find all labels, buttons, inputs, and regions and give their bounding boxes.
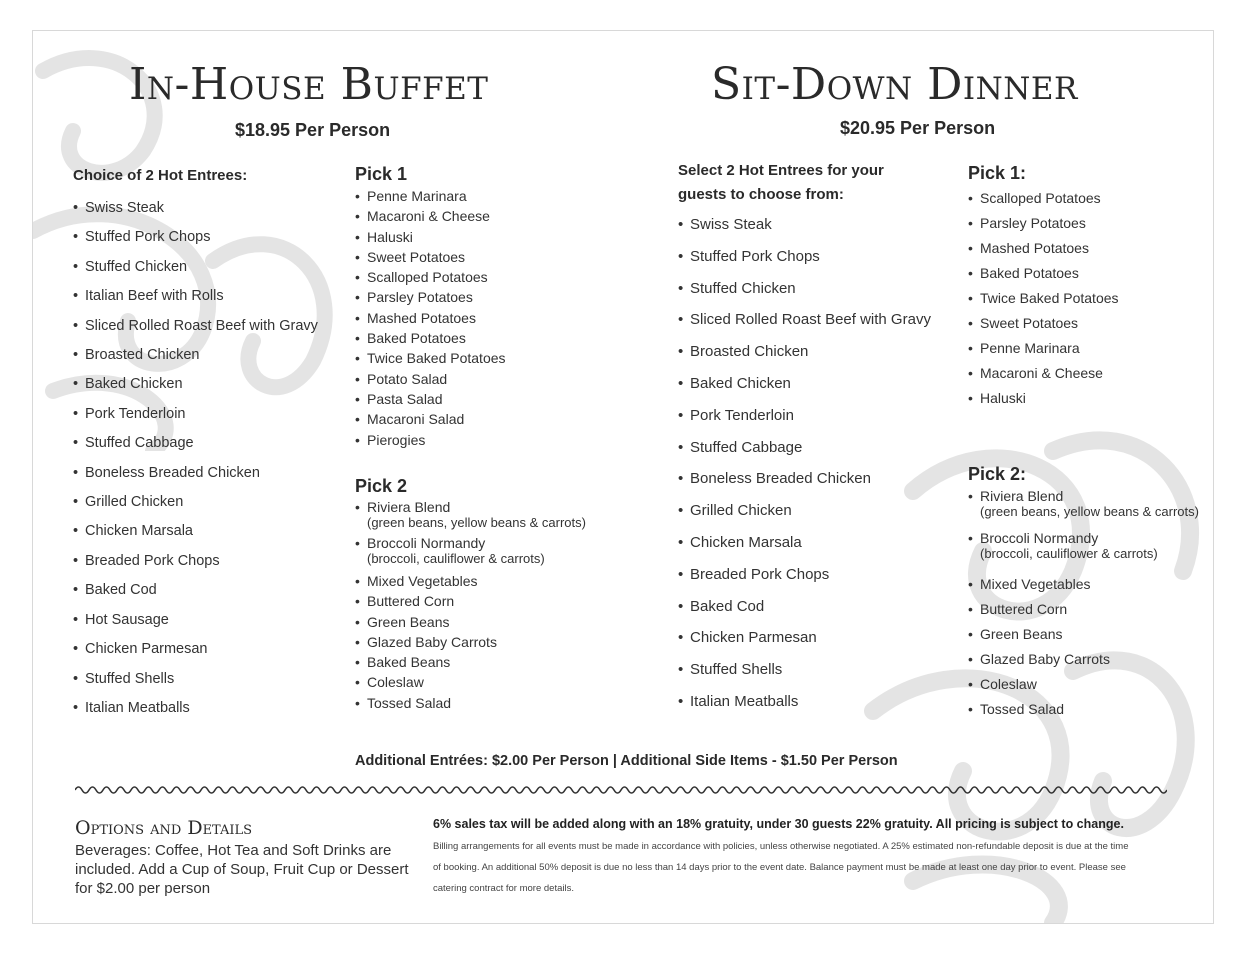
policy-text xyxy=(433,814,1133,899)
dinner-entree-item: • Swiss Steak xyxy=(678,209,931,241)
dinner-pick2-item-name: Mixed Vegetables xyxy=(980,576,1091,592)
dinner-pick2-item xyxy=(968,572,1199,597)
dinner-entree-item: • Sliced Rolled Roast Beef with Gravy xyxy=(678,304,931,336)
dinner-entree-item: • Chicken Marsala xyxy=(678,527,931,559)
buffet-entree-item: • Baked Cod xyxy=(73,576,318,605)
dinner-entree-item: • Boneless Breaded Chicken xyxy=(678,463,931,495)
buffet-pick2-item xyxy=(355,693,586,713)
wavy-divider xyxy=(75,783,1167,797)
buffet-entree-item: • Pork Tenderloin xyxy=(73,400,318,429)
buffet-pick1-item: • Macaroni Salad xyxy=(355,409,506,429)
dinner-entree-item: • Grilled Chicken xyxy=(678,495,931,527)
buffet-pick2-item-note: (green beans, yellow beans & carrots) xyxy=(367,515,586,530)
dinner-entree-item: • Stuffed Pork Chops xyxy=(678,241,931,273)
additional-pricing: Additional Entrées: $2.00 Per Person | Additional Side Items - $1.50 Per Person xyxy=(355,753,898,769)
buffet-pick1-list xyxy=(355,186,506,450)
buffet-pick1-item: • Penne Marinara xyxy=(355,186,506,206)
buffet-entrees-heading: Choice of 2 Hot Entrees: xyxy=(73,167,248,184)
dinner-pick1-item: • Mashed Potatoes xyxy=(968,236,1119,261)
dinner-pick1-item: • Haluski xyxy=(968,386,1119,411)
buffet-entree-item: • Stuffed Chicken xyxy=(73,253,318,282)
buffet-pick2-item-name: Green Beans xyxy=(367,613,450,630)
buffet-pick2-item xyxy=(355,535,586,567)
buffet-pick2-item-name: Buttered Corn xyxy=(367,593,455,610)
dinner-entree-item: • Broasted Chicken xyxy=(678,336,931,368)
dinner-entree-list xyxy=(678,209,931,718)
buffet-entree-item: • Sliced Rolled Roast Beef with Gravy xyxy=(73,312,318,341)
dinner-entrees-heading-line1: Select 2 Hot Entrees for your xyxy=(678,162,884,179)
dinner-pick2-item-name: Riviera Blend xyxy=(980,488,1064,504)
dinner-pick1-item: • Parsley Potatoes xyxy=(968,211,1119,236)
dinner-pick1-item: • Twice Baked Potatoes xyxy=(968,286,1119,311)
dinner-entree-item: • Chicken Parmesan xyxy=(678,622,931,654)
dinner-pick2-item-name: Green Beans xyxy=(980,626,1063,642)
buffet-pick1-item: • Haluski xyxy=(355,227,506,247)
buffet-pick2-item-name: Glazed Baby Carrots xyxy=(367,633,497,650)
buffet-entree-item: • Grilled Chicken xyxy=(73,488,318,517)
policy-bold-text: 6% sales tax will be added along with an 18% gratuity, under 30 guests 22% gratuity. All pricing is subject to change. xyxy=(433,817,1124,831)
buffet-entree-item: • Italian Meatballs xyxy=(73,694,318,723)
menu-page xyxy=(32,30,1214,924)
dinner-entrees-heading-line2: guests to choose from: xyxy=(678,186,844,203)
buffet-pick1-item: • Sweet Potatoes xyxy=(355,247,506,267)
buffet-pick1-item: • Scalloped Potatoes xyxy=(355,267,506,287)
dinner-pick2-item-name: Buttered Corn xyxy=(980,601,1068,617)
dinner-pick2-item xyxy=(968,672,1199,697)
buffet-pick2-item xyxy=(355,632,586,652)
dinner-pick2-item-name: Tossed Salad xyxy=(980,701,1065,717)
dinner-pick2-item-name: Broccoli Normandy xyxy=(980,530,1099,546)
buffet-pick2-item xyxy=(355,672,586,692)
dinner-pick2-list xyxy=(968,488,1199,722)
buffet-pick2-list xyxy=(355,499,586,713)
options-text: Beverages: Coffee, Hot Tea and Soft Drinks are included. Add a Cup of Soup, Fruit Cup or Dessert for $2.00 per person xyxy=(75,842,409,897)
buffet-pick1-item: • Pasta Salad xyxy=(355,389,506,409)
buffet-pick2-item xyxy=(355,571,586,591)
dinner-pick2-heading: Pick 2: xyxy=(968,464,1027,484)
buffet-entree-list xyxy=(73,194,318,723)
buffet-pick1-item: • Macaroni & Cheese xyxy=(355,206,506,226)
dinner-entree-item: • Breaded Pork Chops xyxy=(678,559,931,591)
buffet-entree-item: • Breaded Pork Chops xyxy=(73,547,318,576)
buffet-entree-item: • Italian Beef with Rolls xyxy=(73,282,318,311)
buffet-entree-item: • Hot Sausage xyxy=(73,606,318,635)
dinner-pick2-item-note: (green beans, yellow beans & carrots) xyxy=(980,504,1199,519)
dinner-price: $20.95 Per Person xyxy=(840,118,996,138)
buffet-entree-item: • Boneless Breaded Chicken xyxy=(73,459,318,488)
buffet-pick1-heading: Pick 1 xyxy=(355,164,408,184)
buffet-entree-item: • Stuffed Shells xyxy=(73,665,318,694)
dinner-pick1-item: • Scalloped Potatoes xyxy=(968,186,1119,211)
buffet-pick2-item-name: Broccoli Normandy xyxy=(367,535,486,551)
buffet-entree-item: • Chicken Parmesan xyxy=(73,635,318,664)
dinner-pick2-item-name: Coleslaw xyxy=(980,676,1037,692)
buffet-pick1-item: • Baked Potatoes xyxy=(355,328,506,348)
dinner-entree-item: • Stuffed Cabbage xyxy=(678,432,931,464)
dinner-entree-item: • Baked Chicken xyxy=(678,368,931,400)
dinner-pick2-item xyxy=(968,530,1199,562)
dinner-pick1-list xyxy=(968,186,1119,411)
buffet-entree-item: • Stuffed Pork Chops xyxy=(73,223,318,252)
policy-body-text: Billing arrangements for all events must be made in accordance with policies, unless otherwise negotiated. A 25% estimated non-refundable deposit is due at the time of booking. An additional 50% deposit is due no less than 14 days prior to the event date. Balance payment must be made at least one day prior to event. Please see catering contract for more details. xyxy=(433,841,1129,894)
dinner-title: Sit-Down Dinner xyxy=(711,59,1078,110)
buffet-pick1-item: • Twice Baked Potatoes xyxy=(355,348,506,368)
dinner-entree-item: • Italian Meatballs xyxy=(678,686,931,718)
buffet-entree-item: • Baked Chicken xyxy=(73,370,318,399)
dinner-pick2-item-name: Glazed Baby Carrots xyxy=(980,651,1110,667)
buffet-pick2-heading: Pick 2 xyxy=(355,476,408,496)
dinner-pick1-heading: Pick 1: xyxy=(968,163,1027,183)
buffet-pick2-item xyxy=(355,612,586,632)
buffet-entree-item: • Stuffed Cabbage xyxy=(73,429,318,458)
buffet-pick2-item-name: Baked Beans xyxy=(367,654,451,671)
buffet-entree-item: • Swiss Steak xyxy=(73,194,318,223)
dinner-pick2-item xyxy=(968,488,1199,520)
buffet-pick1-item: • Parsley Potatoes xyxy=(355,287,506,307)
dinner-pick2-item xyxy=(968,697,1199,722)
buffet-price: $18.95 Per Person xyxy=(235,120,391,140)
dinner-entree-item: • Stuffed Shells xyxy=(678,654,931,686)
dinner-entree-item: • Baked Cod xyxy=(678,591,931,623)
dinner-entree-item: • Stuffed Chicken xyxy=(678,273,931,305)
buffet-pick2-item-name: Tossed Salad xyxy=(367,694,452,711)
buffet-entree-item: • Broasted Chicken xyxy=(73,341,318,370)
dinner-pick1-item: • Sweet Potatoes xyxy=(968,311,1119,336)
dinner-pick1-item: • Baked Potatoes xyxy=(968,261,1119,286)
buffet-pick1-item: • Mashed Potatoes xyxy=(355,308,506,328)
dinner-entrees-heading xyxy=(678,159,884,207)
dinner-pick2-item-note: (broccoli, cauliflower & carrots) xyxy=(980,546,1158,561)
buffet-pick1-item: • Pierogies xyxy=(355,430,506,450)
buffet-pick2-item xyxy=(355,591,586,611)
dinner-pick1-item: • Penne Marinara xyxy=(968,336,1119,361)
buffet-pick2-item-name: Mixed Vegetables xyxy=(367,573,478,589)
buffet-pick2-item xyxy=(355,652,586,672)
buffet-entree-item: • Chicken Marsala xyxy=(73,517,318,546)
dinner-pick1-item: • Macaroni & Cheese xyxy=(968,361,1119,386)
buffet-pick2-item xyxy=(355,499,586,531)
dinner-pick2-item xyxy=(968,622,1199,647)
dinner-pick2-item xyxy=(968,597,1199,622)
buffet-pick2-item-note: (broccoli, cauliflower & carrots) xyxy=(367,551,545,566)
buffet-pick1-item: • Potato Salad xyxy=(355,369,506,389)
buffet-pick2-item-name: Coleslaw xyxy=(367,674,424,691)
dinner-pick2-item xyxy=(968,647,1199,672)
options-title: Options and Details xyxy=(75,817,253,839)
buffet-title: In-House Buffet xyxy=(129,59,489,110)
dinner-entree-item: • Pork Tenderloin xyxy=(678,400,931,432)
buffet-pick2-item-name: Riviera Blend xyxy=(367,499,451,515)
